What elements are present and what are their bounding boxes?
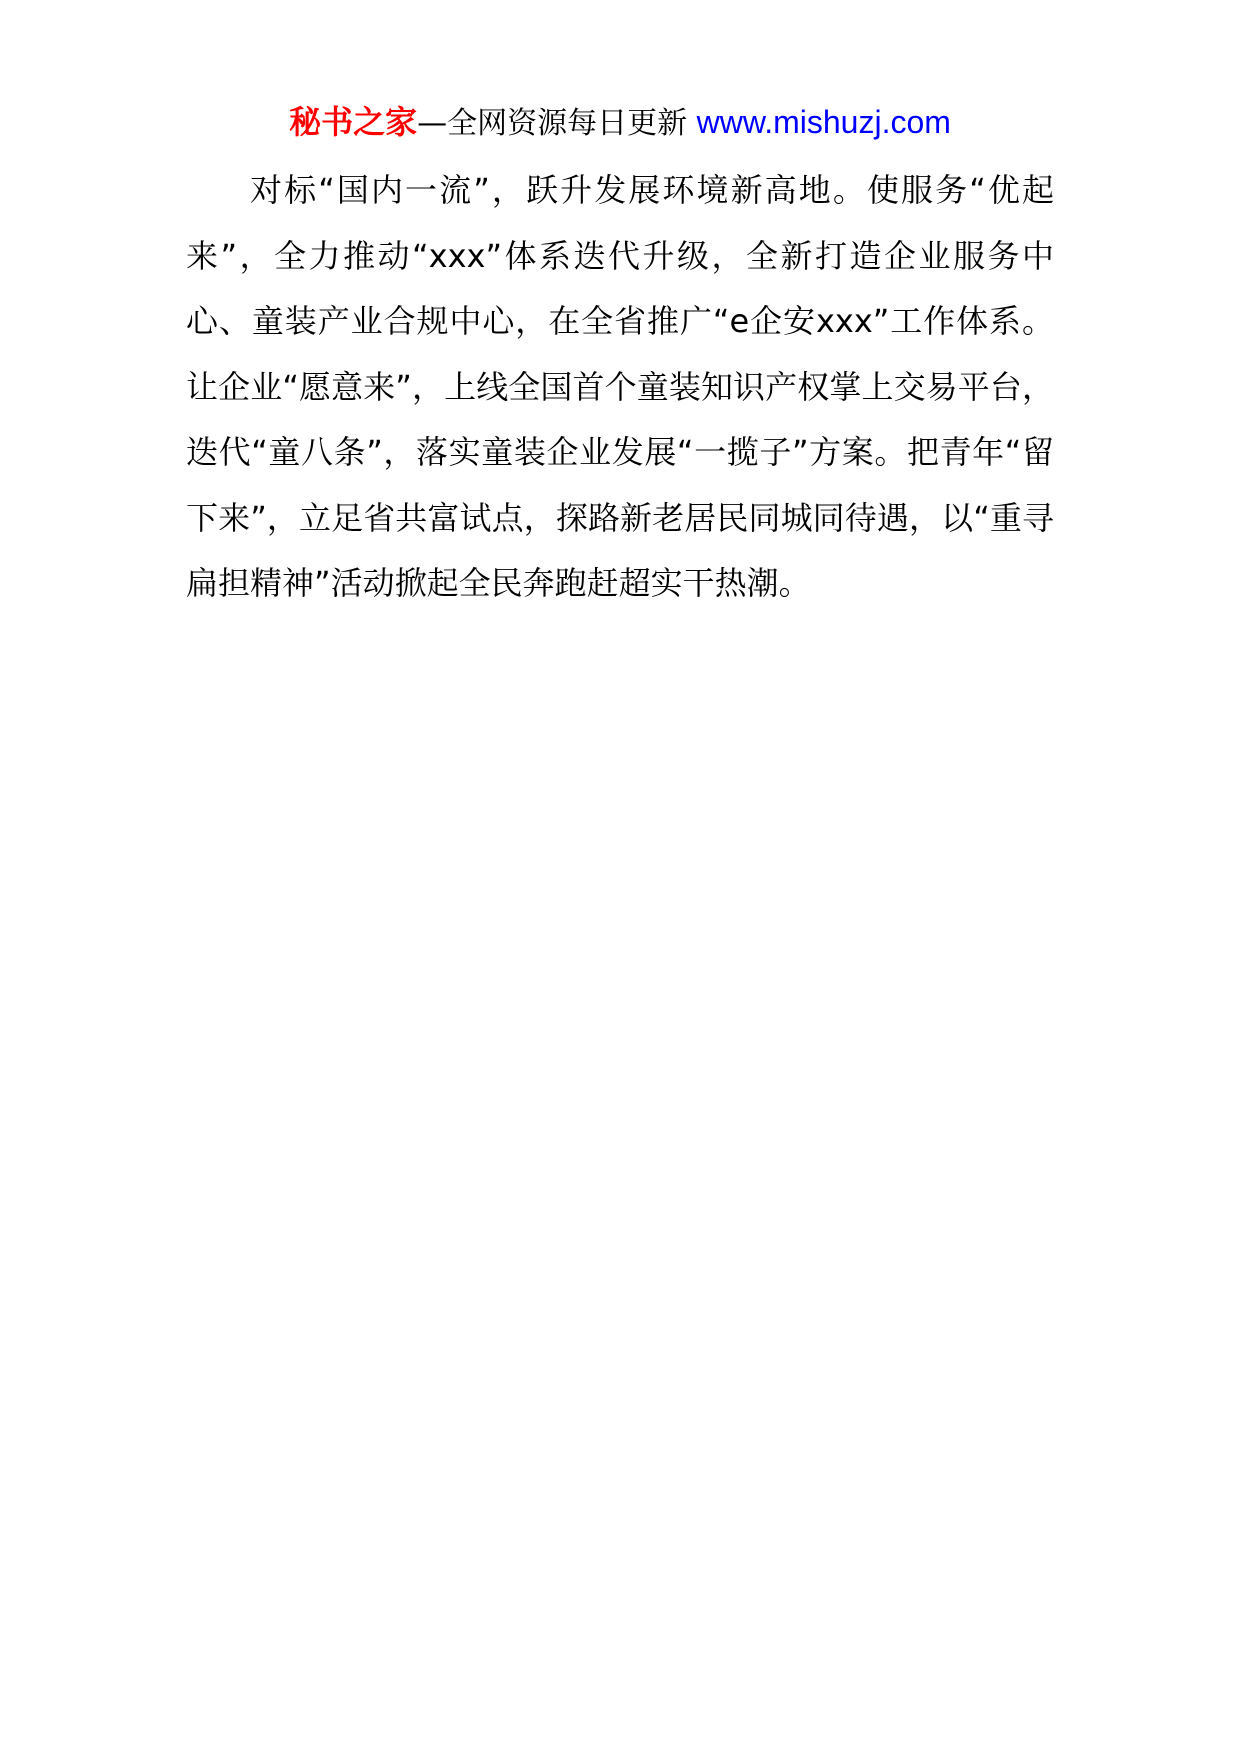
header-tagline: —全网资源每日更新 (417, 106, 697, 141)
site-url-link[interactable]: www.mishuzj.com (696, 104, 951, 140)
watermark-header (0, 100, 1240, 146)
brand-name: 秘书之家 (289, 103, 418, 141)
body-paragraph: 对标“国内一流”，跃升发展环境新高地。使服务“优起来”，全力推动“xxx”体系迭代升级，全新打造企业服务中心、童装产业合规中心，在全省推广“e企安xxx”工作体系。让企业“愿意来”，上线全国首个童装知识产权掌上交易平台，迭代“童八条”，落实童装企业发展“一揽子”方案。把青年“留下来”，立足省共富试点，探路新老居民同城同待遇，以“重寻扁担精神”活动掀起全民奔跑赶超实干热潮。 (186, 171, 1054, 602)
